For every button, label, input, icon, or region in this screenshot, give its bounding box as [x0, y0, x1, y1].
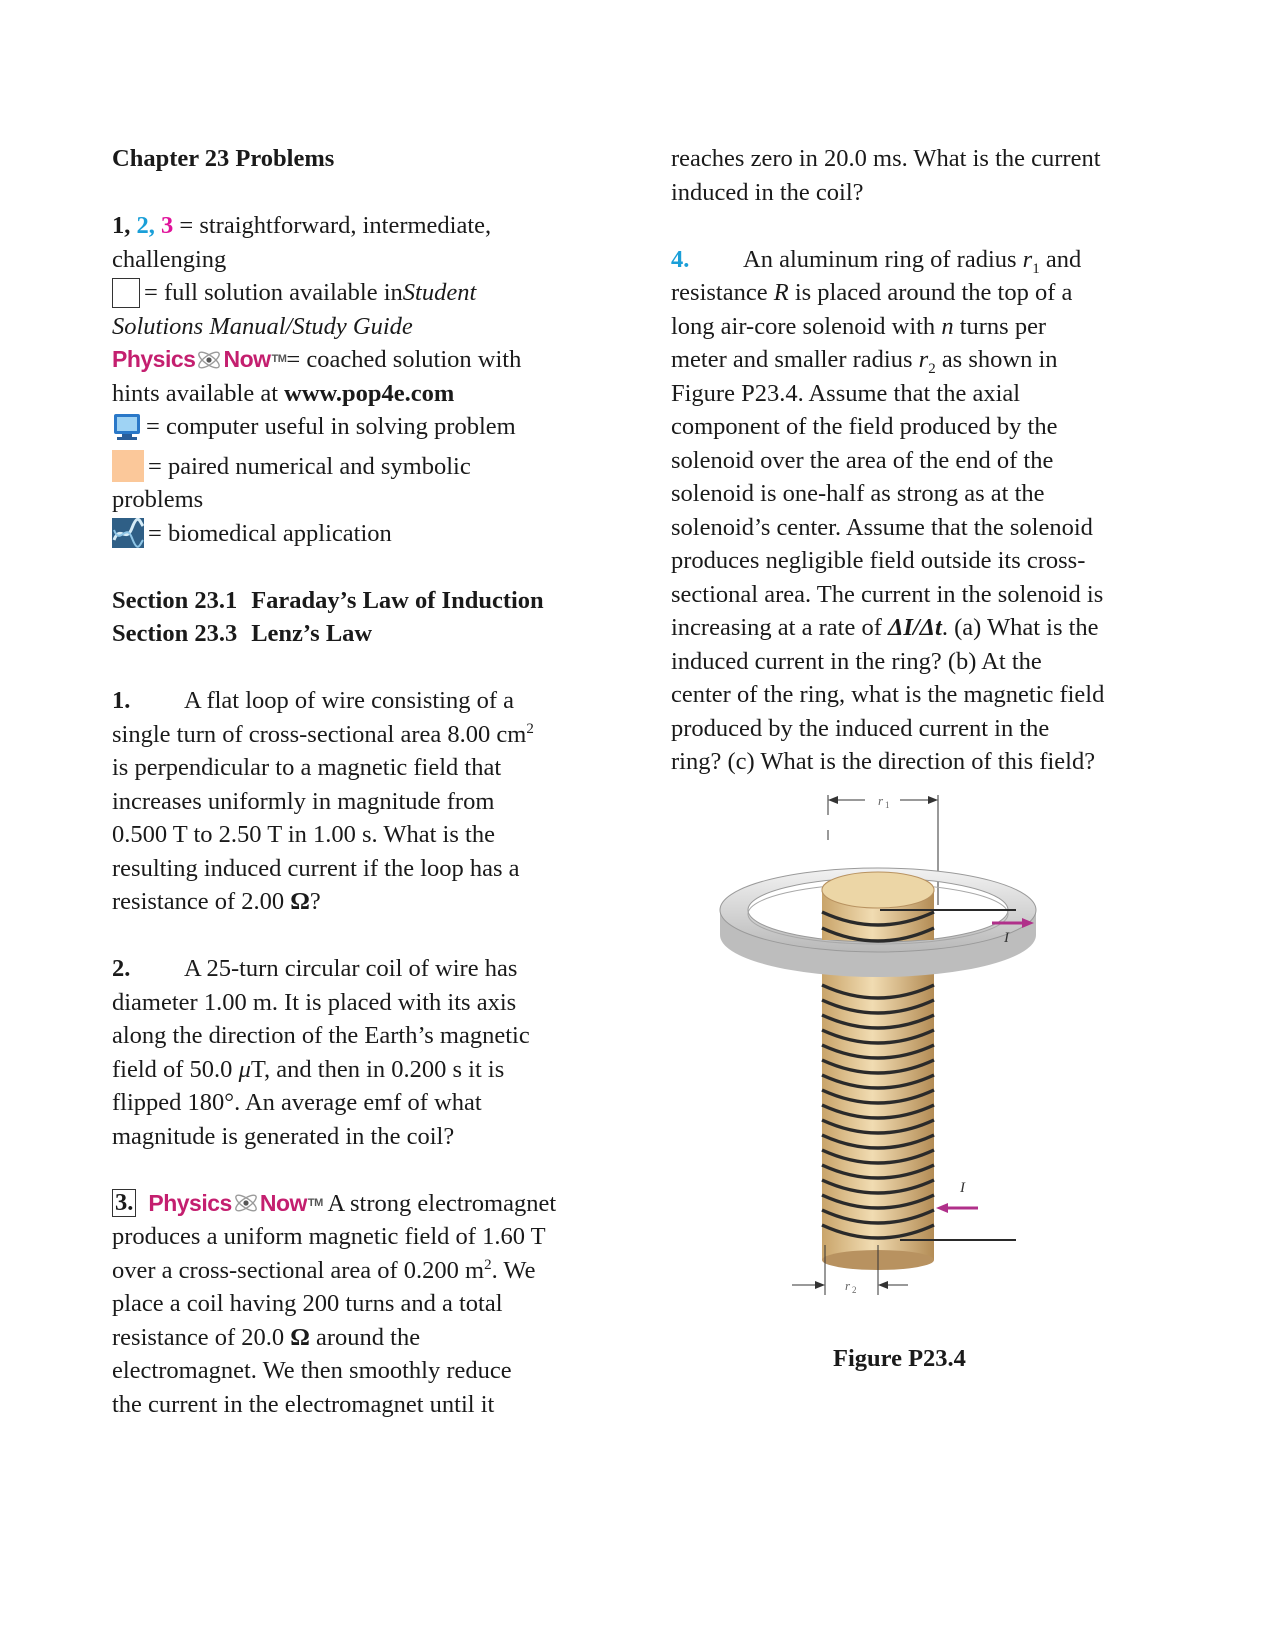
omega-symbol: Ω	[290, 888, 310, 915]
problem-4-line: component of the field produced by the	[671, 413, 1058, 440]
problem-3-continued-line: induced in the coil?	[671, 178, 864, 206]
right-column	[671, 142, 1171, 779]
problem-2-line: along the direction of the Earth’s magnetic	[112, 1022, 530, 1049]
problem-2	[112, 952, 588, 1153]
physicsnow-word1: Physics	[112, 346, 196, 372]
problem-4-line: sectional area. The current in the solenoid is	[671, 580, 1104, 608]
problem-3	[112, 1187, 588, 1422]
hints-url[interactable]: www.pop4e.com	[284, 379, 455, 407]
hints-prefix: hints available at	[112, 379, 285, 407]
computer-icon	[112, 413, 142, 441]
r1-arrowhead-right	[928, 796, 938, 804]
problem-2-line: magnitude is generated in the coil?	[112, 1122, 455, 1150]
mu-symbol: μ	[238, 1055, 251, 1083]
atom-icon	[196, 349, 222, 371]
problem-2-number: 2.	[112, 955, 131, 982]
r2-arrowhead-right	[878, 1281, 888, 1289]
problem-4-line: turns per	[953, 312, 1047, 340]
section-2-number: Section 23.3	[112, 620, 238, 647]
paired-text: = paired numerical and symbolic	[148, 452, 471, 480]
problem-2-line: T, and then in 0.200 s it is	[250, 1055, 505, 1083]
problem-4-line: meter and smaller radius	[671, 346, 919, 373]
var-R: R	[773, 279, 789, 306]
var-r: r	[918, 346, 929, 373]
problem-3-line: resistance of 20.0	[112, 1323, 291, 1351]
full-solution-italic-2: Solutions Manual/Study Guide	[112, 312, 413, 340]
problem-4-line: An aluminum ring of radius	[743, 245, 1023, 273]
problem-4-line: produced by the induced current in the	[671, 714, 1050, 742]
problem-1-line: resulting induced current if the loop has a	[112, 854, 520, 882]
problem-4-line: solenoid is one-half as strong as at the	[671, 480, 1045, 507]
r2-label-sub: 2	[852, 1285, 857, 1295]
biomedical-icon	[112, 518, 144, 548]
physicsnow-tm: TM	[271, 353, 287, 365]
problem-4-line: produces negligible field outside its cross-	[671, 547, 1086, 574]
section-1-title: Faraday’s Law of Induction	[251, 586, 544, 614]
legend-physicsnow	[112, 343, 588, 377]
level-1: 1,	[112, 212, 131, 239]
solenoid-top-face	[822, 872, 934, 908]
problem-2-line: flipped 180°. An average emf of what	[112, 1089, 482, 1116]
physicsnow-word1: Physics	[148, 1189, 232, 1216]
solenoid-ring-figure	[700, 790, 1060, 1320]
legend-full-solution	[112, 276, 588, 310]
figure-caption: Figure P23.4	[833, 1345, 966, 1372]
levels-text: = straightforward, intermediate,	[173, 212, 492, 239]
computer-text: = computer useful in solving problem	[146, 413, 516, 440]
section-heading-2	[112, 617, 588, 651]
legend-paired	[112, 450, 588, 484]
problem-2-line: A 25-turn circular coil of wire has	[184, 955, 518, 982]
outline-box-icon	[112, 278, 140, 308]
problem-1-line: increases uniformly in magnitude from	[112, 787, 495, 815]
problem-3-line: electromagnet. We then smoothly reduce	[112, 1357, 512, 1384]
omega-symbol: Ω	[290, 1323, 310, 1351]
subscript: 1	[1032, 260, 1040, 277]
level-2: 2,	[136, 212, 155, 239]
r2-label: r	[845, 1278, 851, 1293]
problem-4-line: solenoid’s center. Assume that the solenoid	[671, 513, 1093, 541]
physicsnow-logo	[148, 1187, 322, 1221]
problem-1-line: resistance of 2.00	[112, 888, 291, 915]
problem-4-line: is placed around the top of a	[788, 279, 1073, 306]
problem-3-line: over a cross-sectional area of 0.200 m	[112, 1256, 485, 1284]
physicsnow-word2: Now	[259, 1189, 307, 1216]
problem-4-line: increasing at a rate of	[671, 614, 888, 641]
level-3: 3	[161, 212, 174, 239]
problem-3-continued-line: reaches zero in 20.0 ms. What is the current	[671, 145, 1101, 172]
legend-biomedical	[112, 517, 588, 551]
problem-1-line: 0.500 T to 2.50 T in 1.00 s. What is the	[112, 821, 495, 848]
problem-4-line: Figure P23.4. Assume that the axial	[671, 379, 1021, 407]
problem-2-line: diameter 1.00 m. It is placed with its axis	[112, 988, 517, 1016]
section-heading-1	[112, 584, 588, 618]
left-column	[112, 142, 588, 1421]
r1-arrowhead-left	[828, 796, 838, 804]
problem-1-number: 1.	[112, 687, 131, 714]
full-solution-text: = full solution available in	[144, 279, 403, 306]
chapter-title: Chapter 23 Problems	[112, 145, 335, 172]
subscript: 2	[928, 360, 936, 377]
problem-4-line: and	[1039, 245, 1082, 273]
biomedical-text: = biomedical application	[148, 519, 392, 547]
problem-3-intro: A strong electromagnet	[322, 1189, 557, 1217]
problem-2-line: field of 50.0	[112, 1055, 239, 1083]
atom-icon	[233, 1192, 259, 1214]
problem-4-line: . (a) What is the	[941, 614, 1099, 641]
problem-4-line: long air-core solenoid with	[671, 312, 942, 340]
problem-3-number: 3.	[112, 1189, 136, 1217]
legend-computer	[112, 410, 588, 444]
section-1-number: Section 23.1	[112, 586, 238, 614]
r1-label: r	[878, 793, 884, 808]
problem-3-line: . We	[491, 1256, 536, 1284]
difficulty-legend	[112, 209, 588, 243]
problem-4-number: 4.	[671, 245, 690, 273]
problem-1-line: A flat loop of wire consisting of a	[184, 687, 515, 714]
rate-expression: ΔI/Δt	[887, 614, 942, 641]
superscript: 2	[526, 720, 534, 737]
current-arrowhead-bottom	[936, 1203, 948, 1213]
full-solution-italic: Student	[402, 279, 477, 306]
r2-arrowhead-left	[815, 1281, 825, 1289]
legend-hints	[112, 377, 588, 411]
current-label-bottom: I	[960, 1180, 965, 1196]
paired-box-icon	[112, 450, 144, 482]
paired-text-2: problems	[112, 486, 204, 513]
var-r: r	[1022, 245, 1033, 273]
physicsnow-logo	[112, 343, 286, 377]
problem-3-line: produces a uniform magnetic field of 1.60 T	[112, 1223, 546, 1250]
problem-1-line: single turn of cross-sectional area 8.00 cm	[112, 720, 527, 748]
problem-4-line: solenoid over the area of the end of the	[671, 446, 1054, 474]
r1-label-sub: 1	[885, 800, 890, 810]
problem-4-line: resistance	[671, 279, 774, 306]
problem-3-line: the current in the electromagnet until it	[112, 1390, 495, 1418]
problem-4-line: ring? (c) What is the direction of this field?	[671, 748, 1096, 775]
problem-4-line: as shown in	[935, 346, 1058, 373]
problem-4-line: center of the ring, what is the magnetic field	[671, 681, 1105, 708]
current-label-top: I	[1004, 930, 1009, 946]
superscript: 2	[484, 1256, 492, 1273]
section-2-title: Lenz’s Law	[251, 620, 373, 647]
physicsnow-text: = coached solution with	[286, 346, 522, 373]
physicsnow-word2: Now	[223, 346, 271, 372]
problem-3-line: around the	[309, 1323, 421, 1351]
problem-1	[112, 684, 588, 919]
problem-1-end: ?	[309, 888, 321, 915]
problem-3-line: place a coil having 200 turns and a total	[112, 1290, 503, 1317]
problem-4	[671, 243, 1171, 779]
var-n: n	[941, 312, 954, 340]
problem-1-line: is perpendicular to a magnetic field that	[112, 754, 502, 781]
problem-4-line: induced current in the ring? (b) At the	[671, 647, 1042, 675]
levels-text-2: challenging	[112, 245, 227, 273]
physicsnow-tm: TM	[307, 1196, 323, 1209]
